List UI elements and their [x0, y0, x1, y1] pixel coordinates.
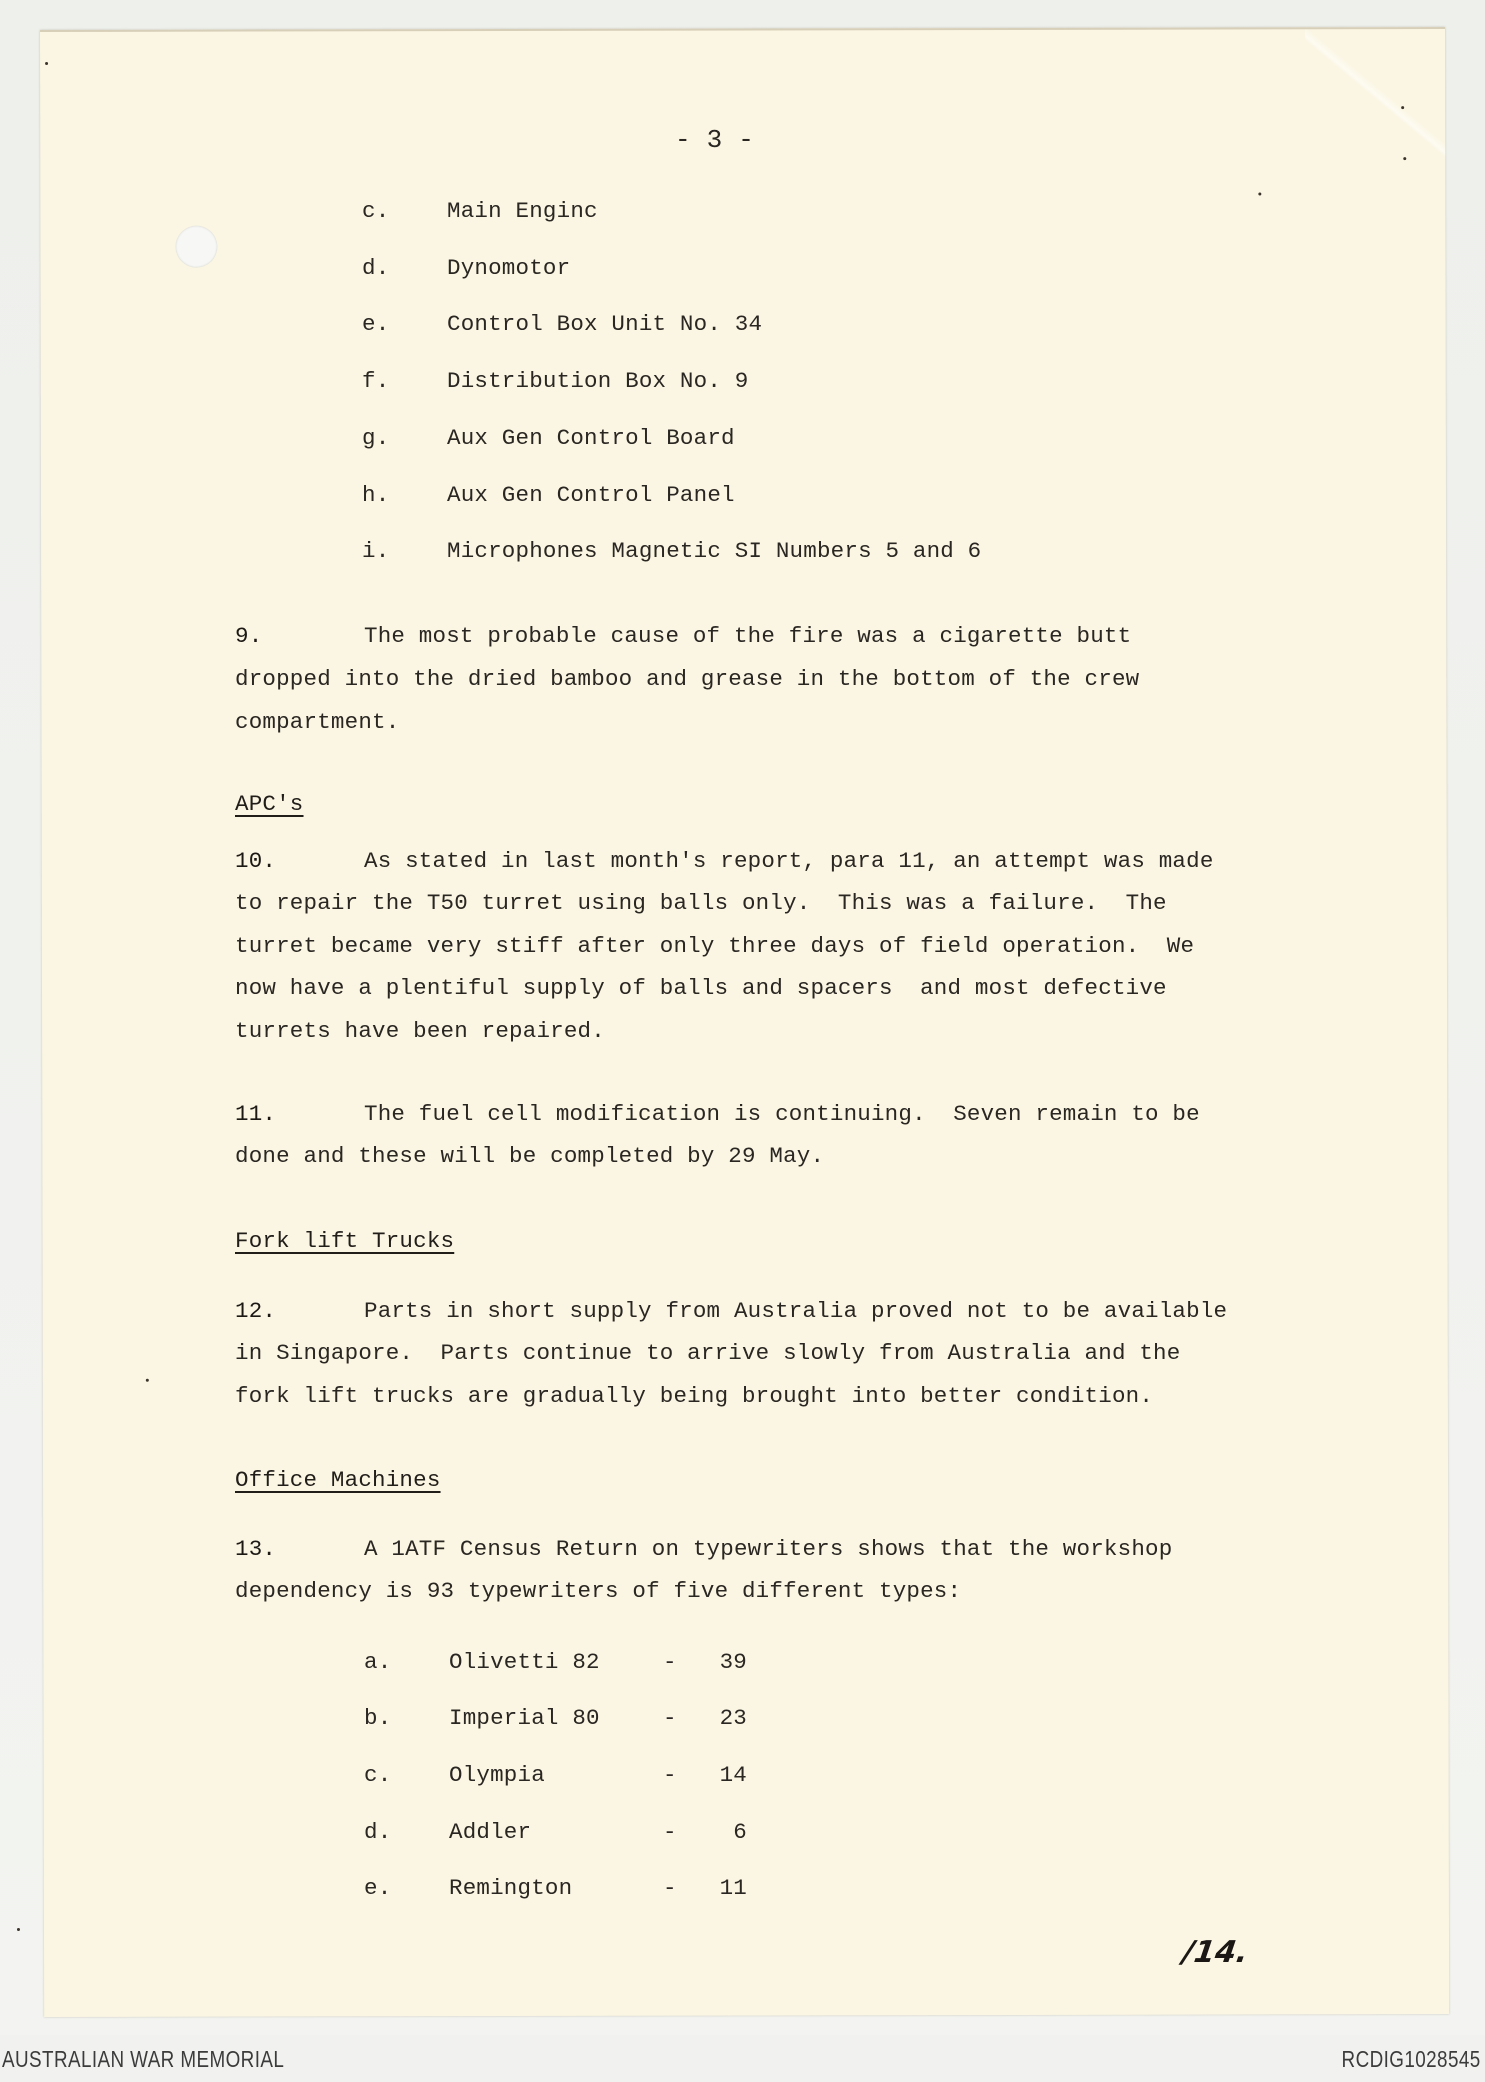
section-heading-office-machines: Office Machines [235, 1467, 441, 1493]
list-item-text: Distribution Box No. 9 [447, 368, 749, 394]
paragraph-number: 11. [235, 1101, 277, 1127]
paragraph-line: As stated in last month's report, para 11, an attempt was made [364, 848, 1214, 874]
typewriter-dash: - [663, 1875, 677, 1901]
typewriter-count: 23 [719, 1705, 747, 1731]
typewriter-name: Olivetti 82 [449, 1649, 600, 1675]
paragraph-line: A 1ATF Census Return on typewriters shows that the workshop [364, 1536, 1173, 1562]
list-item-text: Control Box Unit No. 34 [447, 311, 763, 337]
typewriter-name: Remington [449, 1875, 573, 1901]
paragraph-line: fork lift trucks are gradually being brought into better condition. [235, 1383, 1154, 1409]
list-item-text: Microphones Magnetic SI Numbers 5 and 6 [447, 538, 982, 564]
typewriter-count: 11 [719, 1875, 747, 1901]
list-item-letter: g. [362, 425, 390, 451]
list-item-letter: e. [362, 311, 390, 337]
paragraph-line: in Singapore. Parts continue to arrive slowly from Australia and the [235, 1340, 1181, 1366]
list-item-letter: h. [362, 482, 390, 508]
page-number: - 3 - [675, 125, 755, 155]
list-item-letter: d. [362, 255, 390, 281]
paragraph-line: now have a plentiful supply of balls and spacers and most defective [235, 975, 1167, 1001]
paragraph-line: dependency is 93 typewriters of five different types: [235, 1578, 962, 1604]
list-item-text: Aux Gen Control Board [447, 425, 735, 451]
paragraph-line: The fuel cell modification is continuing. Seven remain to be [364, 1101, 1200, 1127]
corner-fold [1305, 29, 1445, 159]
ink-speck [45, 62, 48, 65]
list-item-text: Aux Gen Control Panel [447, 482, 735, 508]
ink-speck [146, 1379, 149, 1382]
paragraph-line: done and these will be completed by 29 May. [235, 1143, 825, 1169]
typewriter-name: Olympia [449, 1762, 545, 1788]
typewriter-name: Addler [449, 1819, 532, 1845]
typewriter-dash: - [663, 1762, 677, 1788]
list-item-letter: i. [362, 538, 390, 564]
paragraph-number: 10. [235, 848, 277, 874]
typewriter-count: 39 [719, 1649, 747, 1675]
typewriter-letter: c. [364, 1762, 392, 1788]
typewriter-letter: e. [364, 1875, 392, 1901]
typewriter-count: 14 [719, 1762, 747, 1788]
typewriter-count: 6 [733, 1819, 747, 1845]
typewriter-letter: a. [364, 1649, 392, 1675]
paragraph-line: to repair the T50 turret using balls only. This was a failure. The [235, 890, 1167, 916]
continuation-mark: /14. [1180, 1935, 1251, 1970]
section-heading-apcs: APC's [235, 791, 304, 817]
paragraph-line: The most probable cause of the fire was a cigarette butt [364, 623, 1132, 649]
paragraph-line: Parts in short supply from Australia proved not to be available [364, 1298, 1228, 1324]
ink-speck [17, 1928, 20, 1931]
footer-record-id: RCDIG1028545 [1341, 2046, 1481, 2072]
typewriter-name: Imperial 80 [449, 1705, 600, 1731]
paragraph-line: compartment. [235, 709, 400, 735]
paragraph-line: dropped into the dried bamboo and grease in the bottom of the crew [235, 666, 1140, 692]
list-item-text: Dynomotor [447, 255, 571, 281]
punch-hole [175, 226, 217, 268]
list-item-letter: f. [362, 368, 390, 394]
typewriter-letter: b. [364, 1705, 392, 1731]
typewriter-dash: - [663, 1819, 677, 1845]
paragraph-line: turrets have been repaired. [235, 1018, 605, 1044]
ink-speck [1403, 157, 1406, 160]
ink-speck [1258, 192, 1261, 195]
typewriter-dash: - [663, 1649, 677, 1675]
section-heading-fork-lift-trucks: Fork lift Trucks [235, 1228, 455, 1254]
paragraph-line: turret became very stiff after only three days of field operation. We [235, 933, 1195, 959]
typewriter-letter: d. [364, 1819, 392, 1845]
paragraph-number: 12. [235, 1298, 277, 1324]
list-item-text: Main Enginc [447, 198, 598, 224]
typewriter-dash: - [663, 1705, 677, 1731]
paragraph-number: 13. [235, 1536, 277, 1562]
footer-institution: AUSTRALIAN WAR MEMORIAL [2, 2046, 285, 2072]
ink-speck [1401, 106, 1404, 109]
paragraph-number: 9. [235, 623, 263, 649]
list-item-letter: c. [362, 198, 390, 224]
